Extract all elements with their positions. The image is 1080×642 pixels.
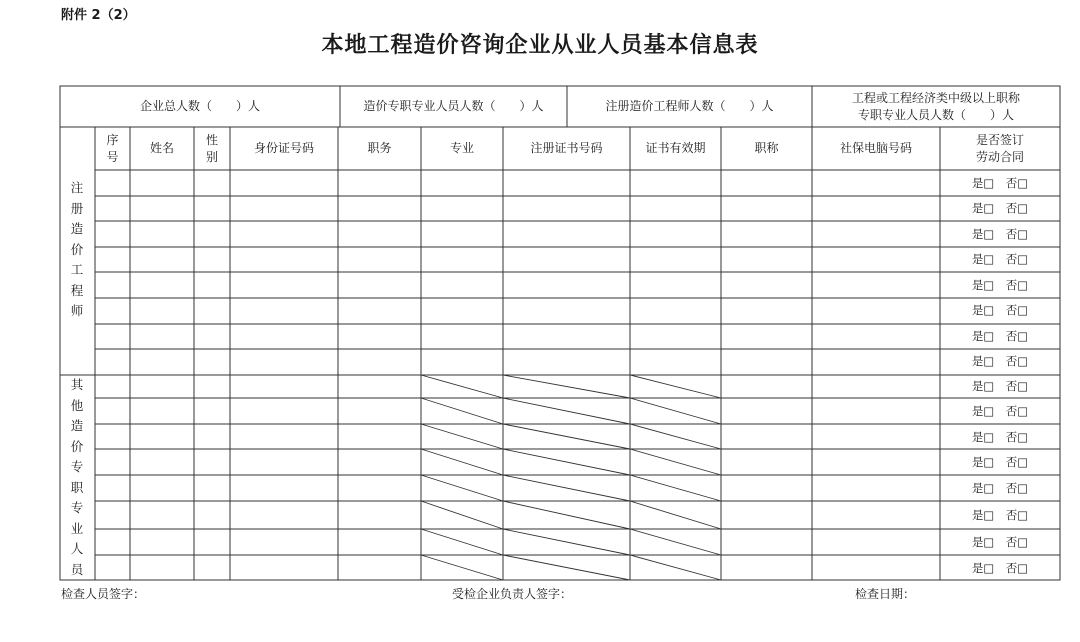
- group-char: 专: [70, 459, 84, 474]
- header-social-security: 社保电脑号码: [839, 141, 912, 155]
- group-char: 员: [70, 561, 84, 577]
- header-gender: [194, 127, 230, 170]
- summary-total-staff: 企业总人数（ ）人: [139, 99, 260, 113]
- contract-yes-no[interactable]: 是□ 否□: [971, 329, 1029, 343]
- contract-yes-no[interactable]: 是□ 否□: [971, 201, 1029, 215]
- group-char: 专: [70, 500, 84, 515]
- header-seq: [95, 127, 130, 170]
- group-char: 工: [70, 262, 84, 278]
- group-label-other: [62, 375, 92, 580]
- summary-registered-engineers: 注册造价工程师人数（ ）人: [605, 99, 774, 113]
- header-gender-line1: 性: [205, 132, 218, 147]
- inspection-date-label: 检查日期：: [855, 587, 916, 601]
- group-char: 职: [70, 479, 84, 495]
- header-title-rank: 职称: [754, 141, 779, 155]
- group-char: 造: [70, 221, 84, 237]
- contract-yes-no[interactable]: 是□ 否□: [971, 252, 1029, 266]
- contract-yes-no[interactable]: 是□ 否□: [971, 176, 1029, 190]
- summary-mid-level-line2: 专职专业人员人数（ ）人: [857, 107, 1014, 122]
- header-name: 姓名: [149, 141, 174, 155]
- company-head-signature-label: 受检企业负责人签字：: [452, 587, 573, 601]
- summary-mid-level-line1: 工程或工程经济类中级以上职称: [851, 90, 1020, 105]
- header-cert-validity: 证书有效期: [645, 141, 706, 155]
- contract-yes-no[interactable]: 是□ 否□: [971, 508, 1029, 522]
- contract-yes-no[interactable]: 是□ 否□: [971, 303, 1029, 317]
- group-char: 其: [70, 377, 84, 392]
- page-title: 本地工程造价咨询企业从业人员基本信息表: [321, 33, 759, 58]
- group-char: 册: [70, 200, 84, 216]
- header-seq-line2: 号: [106, 149, 119, 164]
- contract-yes-no[interactable]: 是□ 否□: [971, 278, 1029, 292]
- summary-mid-level-staff: [812, 86, 1060, 127]
- contract-yes-no[interactable]: 是□ 否□: [971, 455, 1029, 469]
- header-major: 专业: [449, 141, 474, 155]
- group-char: 造: [70, 418, 84, 433]
- contract-yes-no[interactable]: 是□ 否□: [971, 561, 1029, 575]
- attachment-label: 附件 2（2）: [61, 8, 136, 23]
- contract-yes-no[interactable]: 是□ 否□: [971, 227, 1029, 241]
- group-char: 他: [70, 397, 84, 413]
- header-contract-line2: 劳动合同: [975, 149, 1024, 164]
- contract-yes-no[interactable]: 是□ 否□: [971, 379, 1029, 393]
- contract-yes-no[interactable]: 是□ 否□: [971, 354, 1029, 368]
- group-label-registered: [62, 175, 92, 325]
- inspector-signature-label: 检查人员签字：: [61, 587, 146, 601]
- header-contract: [940, 127, 1060, 170]
- header-id-number: 身份证号码: [253, 141, 314, 155]
- group-char: 价: [70, 241, 84, 257]
- header-contract-line1: 是否签订: [975, 132, 1024, 147]
- group-char: 注: [70, 180, 84, 196]
- not-applicable-strikes: [421, 375, 721, 580]
- header-seq-line1: 序: [106, 132, 119, 147]
- group-char: 师: [70, 303, 84, 319]
- contract-yes-no[interactable]: 是□ 否□: [971, 481, 1029, 495]
- summary-cost-staff: 造价专职专业人员人数（ ）人: [363, 99, 544, 113]
- contract-yes-no[interactable]: 是□ 否□: [971, 535, 1029, 549]
- header-gender-line2: 别: [205, 149, 218, 164]
- group-char: 价: [70, 438, 84, 454]
- group-char: 程: [70, 282, 84, 298]
- contract-yes-no[interactable]: 是□ 否□: [971, 430, 1029, 444]
- contract-yes-no[interactable]: 是□ 否□: [971, 404, 1029, 418]
- header-position: 职务: [367, 141, 392, 155]
- group-char: 人: [70, 541, 84, 556]
- group-char: 业: [70, 520, 84, 536]
- header-cert-number: 注册证书号码: [530, 141, 603, 155]
